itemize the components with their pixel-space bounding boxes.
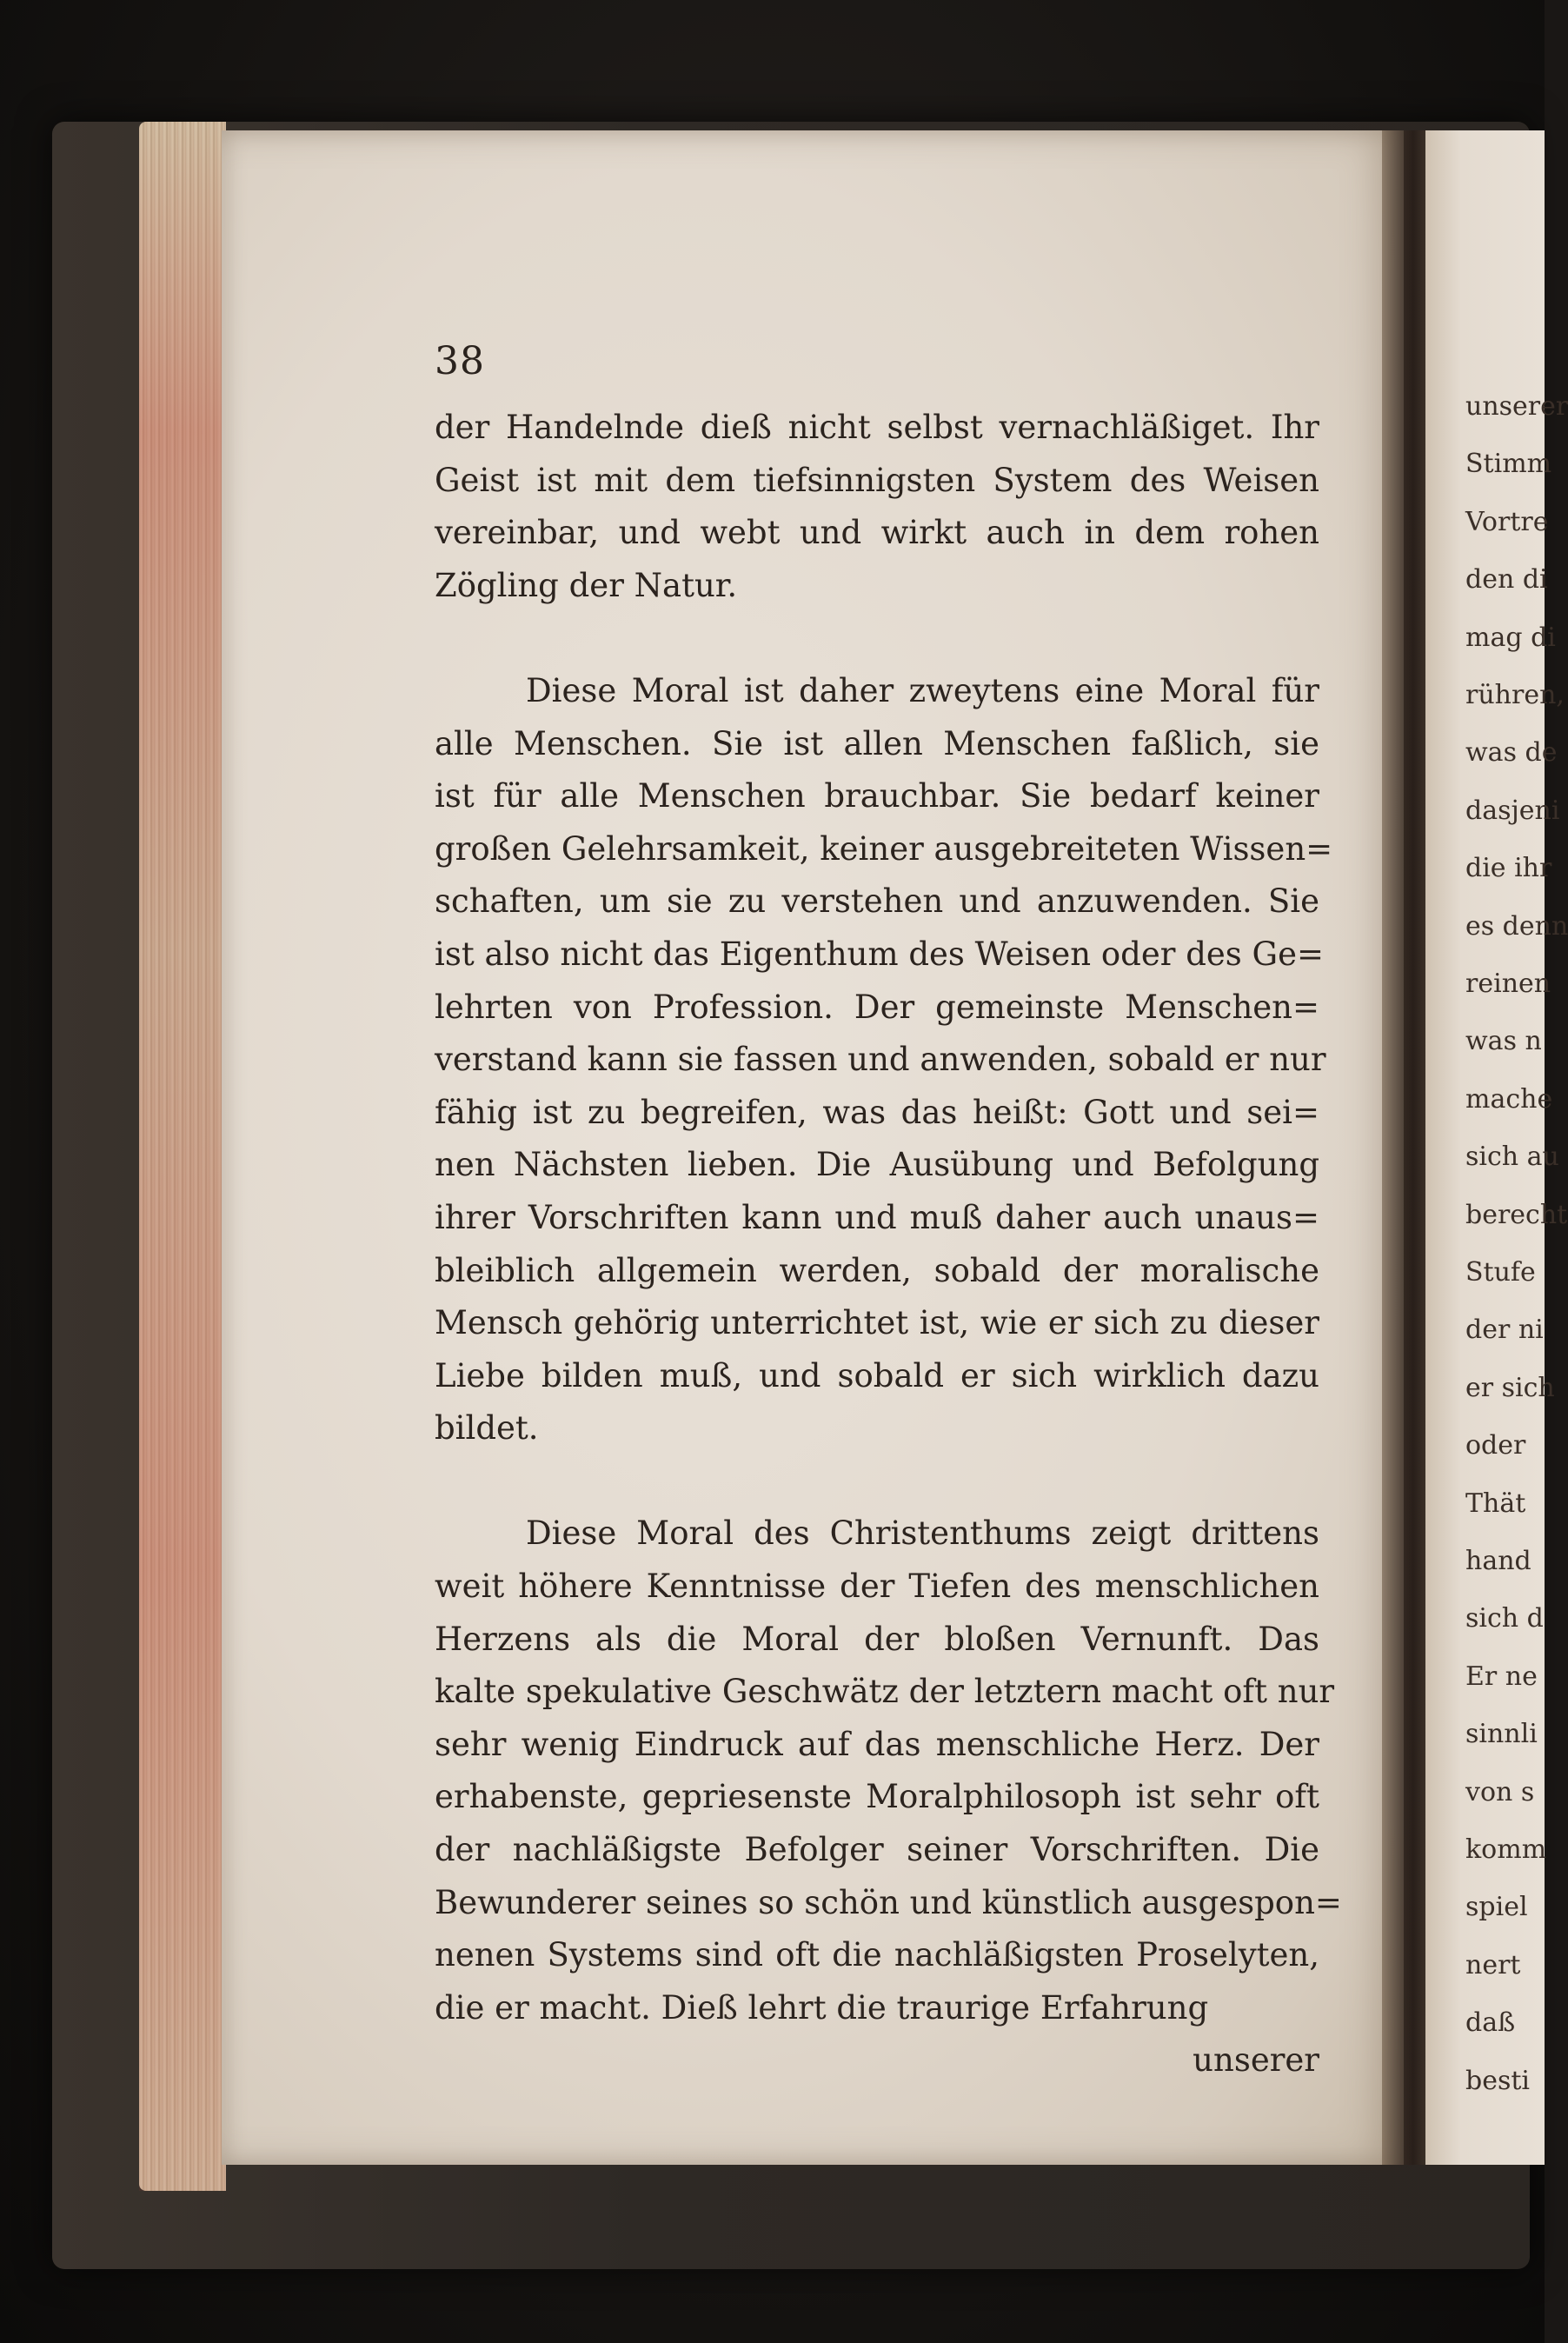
facing-page-line: sinnli [1465,1719,1538,1750]
text-line: Herzens als die Moral der bloßen Vernunft. Das [435,1620,1319,1658]
facing-page-line: die ihr [1465,853,1552,884]
facing-page-line: spiel [1465,1892,1528,1923]
paragraph-gap [435,612,1319,665]
facing-page-line: nert [1465,1949,1521,1980]
catchword: unserer [1193,2041,1319,2080]
facing-page-line: es denn [1465,910,1568,942]
facing-page-line: dasjeni [1465,795,1560,826]
facing-page-line: was de [1465,737,1558,769]
page-number: 38 [435,339,485,383]
text-line: der nachläßigste Befolger seiner Vorschriften. Die [435,1831,1319,1869]
text-line: bildet. [435,1409,539,1448]
text-line: lehrten von Profession. Der gemeinste Menschen= [435,988,1319,1026]
text-line: schaften, um sie zu verstehen und anzuwenden. Sie [435,882,1319,921]
facing-page-line: daß [1465,2007,1516,2039]
paragraph-gap [435,1455,1319,1508]
facing-page-line: mag di [1465,622,1556,653]
facing-page-line: Vortre [1465,506,1549,537]
facing-page-line: sich d [1465,1603,1544,1634]
text-line: Diese Moral ist daher zweytens eine Moral für [526,671,1319,709]
facing-page-line: Thät [1465,1488,1526,1519]
facing-page-line: Er ne [1465,1661,1538,1692]
facing-page-line: oder [1465,1430,1526,1461]
text-line: ihrer Vorschriften kann und muß daher auch unaus= [435,1198,1319,1236]
facing-page-line: berecht [1465,1199,1568,1230]
facing-page-line: der ni [1465,1315,1544,1346]
facing-page-line: Stufe [1465,1257,1536,1288]
text-line: die er macht. Dieß lehrt die traurige Erfahrung [435,1988,1209,2027]
text-line: großen Gelehrsamkeit, keiner ausgebreiteten Wissen= [435,829,1333,868]
facing-page-line: er sich [1465,1372,1555,1403]
text-line: Liebe bilden muß, und sobald er sich wirklich dazu [435,1356,1319,1394]
body-text [435,402,1342,2087]
right-page [1425,130,1568,2165]
text-line: nenen Systems sind oft die nachläßigsten Proselyten, [435,1936,1319,1974]
facing-page-line: besti [1465,2065,1531,2096]
text-line: verstand kann sie fassen und anwenden, sobald er nur [435,1041,1326,1079]
facing-page-line: von s [1465,1776,1535,1807]
facing-page-line: unserer [1465,391,1568,422]
text-line: sehr wenig Eindruck auf das menschliche Herz. Der [435,1725,1319,1763]
facing-page-line: Stimm [1465,449,1552,480]
page-edges [139,122,226,2191]
text-line: ist für alle Menschen brauchbar. Sie bedarf keiner [435,777,1319,815]
text-line: vereinbar, und webt und wirkt auch in dem rohen [435,514,1319,552]
text-line: ist also nicht das Eigenthum des Weisen oder des Ge= [435,935,1324,973]
text-line: Zögling der Natur. [435,566,738,604]
facing-page-line: sich au [1465,1142,1559,1173]
text-line: kalte spekulative Geschwätz der letztern macht oft nur [435,1673,1335,1711]
facing-page-line: mache [1465,1083,1553,1115]
text-line: nen Nächsten lieben. Die Ausübung und Befolgung [435,1146,1319,1184]
text-line: weit höhere Kenntnisse der Tiefen des menschlichen [435,1568,1319,1606]
facing-page-line: den di [1465,564,1548,596]
text-line: Mensch gehörig unterrichtet ist, wie er sich zu dieser [435,1304,1319,1342]
facing-page-line: was n [1465,1026,1542,1057]
text-line: Diese Moral des Christenthums zeigt drittens [526,1514,1319,1553]
facing-page-line: komm [1465,1834,1547,1865]
facing-page-line: rühren, [1465,680,1565,710]
text-line: fähig ist zu begreifen, was das heißt: Gott und sei= [435,1093,1319,1131]
text-line: Geist ist mit dem tiefsinnigsten System des Weisen [435,461,1319,499]
facing-page-line: reinen [1465,968,1551,999]
text-line: Bewunderer seines so schön und künstlich ausgespon= [435,1883,1342,1921]
text-line: erhabenste, gepriesenste Moralphilosoph ist sehr oft [435,1778,1319,1816]
text-line: alle Menschen. Sie ist allen Menschen faßlich, sie [435,724,1319,762]
text-line: bleiblich allgemein werden, sobald der moralische [435,1251,1319,1289]
facing-page-line: hand [1465,1546,1531,1576]
text-line: der Handelnde dieß nicht selbst vernachläßiget. Ihr [435,409,1319,446]
